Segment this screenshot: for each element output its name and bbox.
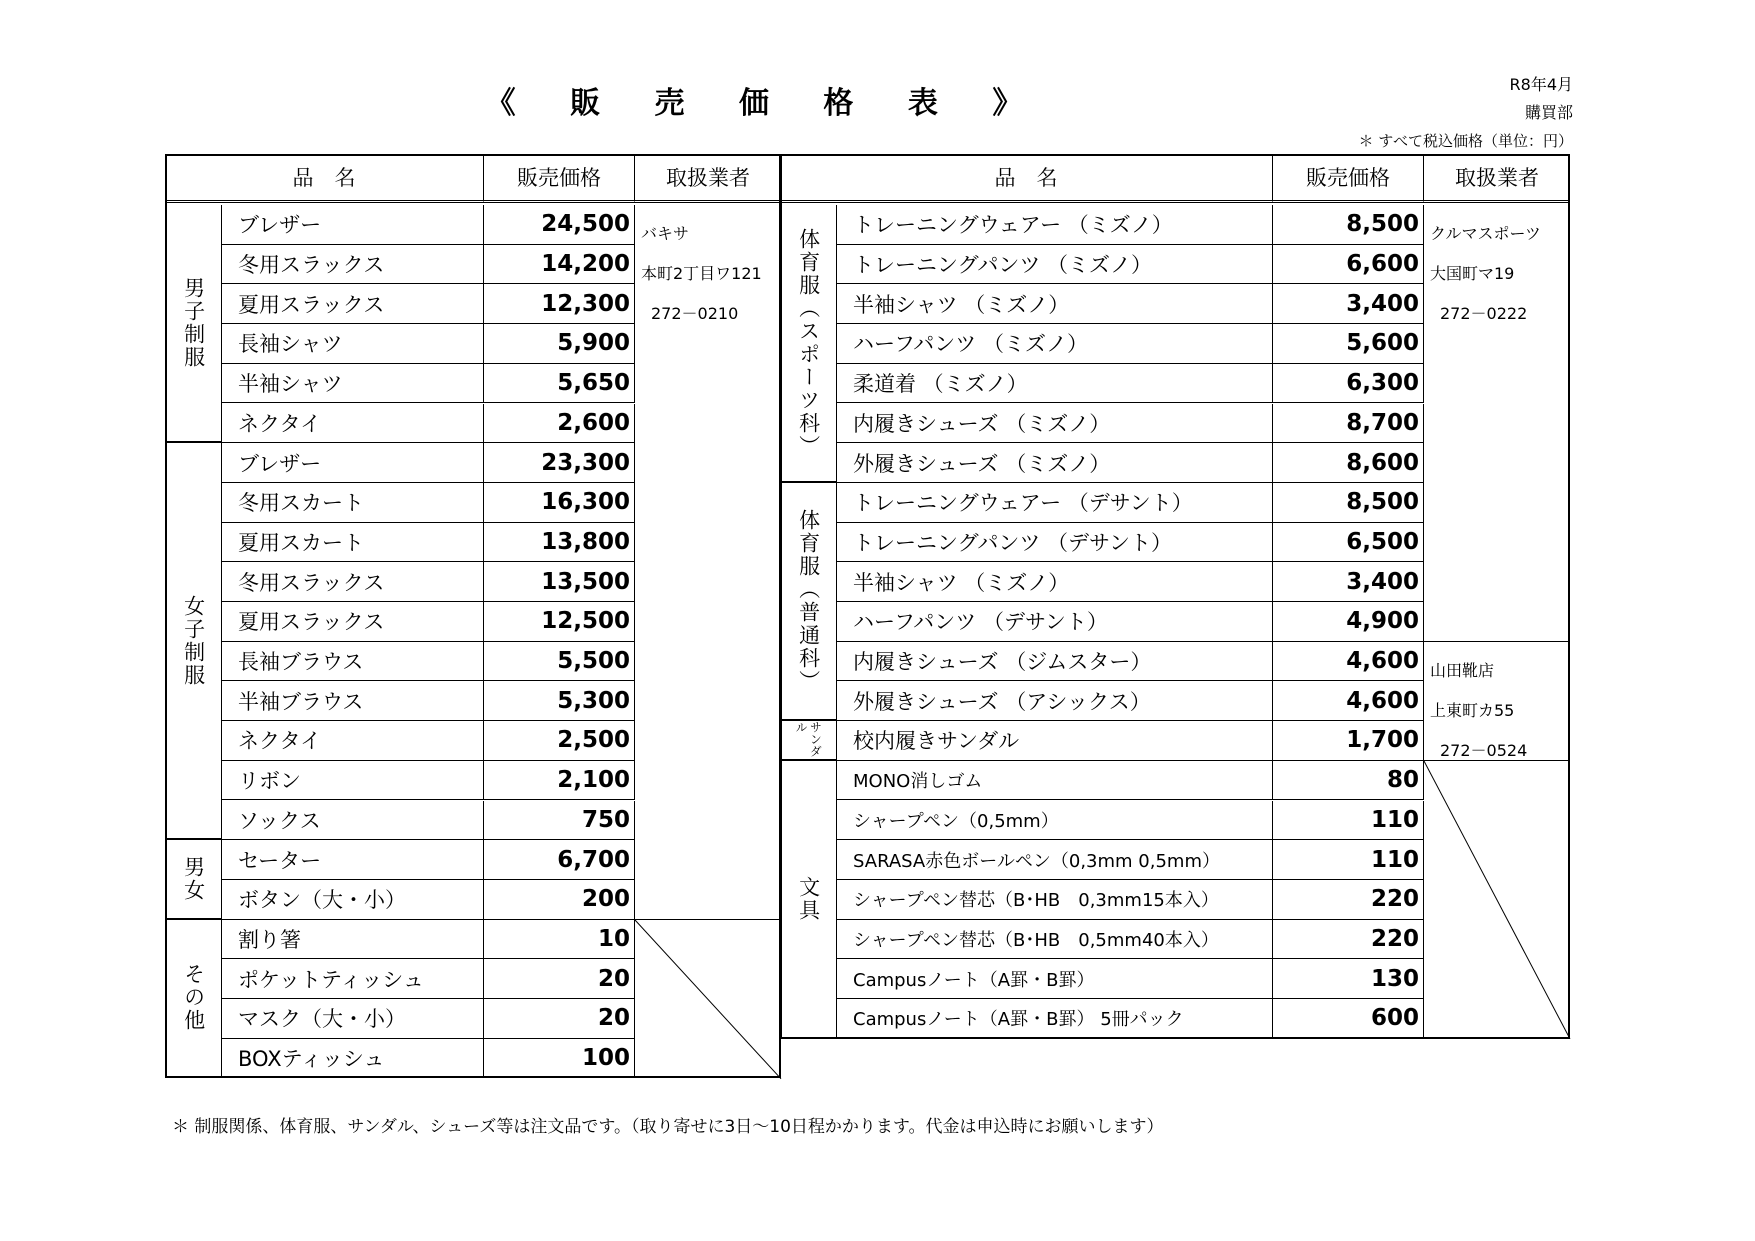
right-item-price: 220 xyxy=(1273,920,1424,960)
right-item-price: 8,500 xyxy=(1273,205,1424,245)
right-item-price: 3,400 xyxy=(1273,562,1424,602)
left-item-name: BOXティッシュ xyxy=(222,1039,484,1079)
right-item-name: 半袖シャツ （ミズノ） xyxy=(837,562,1273,602)
right-item-name: トレーニングウェアー （ミズノ） xyxy=(837,205,1273,245)
right-item-price: 1,700 xyxy=(1273,721,1424,761)
left-item-price: 16,300 xyxy=(484,483,635,523)
right-item-name: ハーフパンツ （デサント） xyxy=(837,602,1273,642)
left-category-label: 女子制服 xyxy=(165,443,222,840)
left-item-name: ブレザー xyxy=(222,205,484,245)
left-item-price: 24,500 xyxy=(484,205,635,245)
right-item-price: 600 xyxy=(1273,999,1424,1039)
left-item-name: 冬用スラックス xyxy=(222,245,484,285)
left-item-price: 10 xyxy=(484,920,635,960)
right-item-price: 6,600 xyxy=(1273,245,1424,285)
left-item-price: 5,650 xyxy=(484,364,635,404)
left-header-vendor: 取扱業者 xyxy=(635,154,781,203)
left-item-name: 半袖シャツ xyxy=(222,364,484,404)
left-item-name: 半袖ブラウス xyxy=(222,681,484,721)
left-item-price: 6,700 xyxy=(484,840,635,880)
left-empty-vendor-slash xyxy=(635,920,781,1079)
left-item-name: 割り箸 xyxy=(222,920,484,960)
left-item-price: 12,500 xyxy=(484,602,635,642)
department-label: 購買部 xyxy=(1524,103,1573,122)
right-item-price: 4,600 xyxy=(1273,681,1424,721)
left-item-price: 13,800 xyxy=(484,523,635,563)
right-item-price: 6,300 xyxy=(1273,364,1424,404)
right-item-name: ハーフパンツ （ミズノ） xyxy=(837,324,1273,364)
right-header-name: 品 名 xyxy=(780,154,1273,203)
right-item-price: 5,600 xyxy=(1273,324,1424,364)
left-item-name: ソックス xyxy=(222,801,484,841)
footnote: ＊ 制服関係、体育服、サンダル、シューズ等は注文品です。（取り寄せに3日～10日程かかります。代金は申込時にお願いします） xyxy=(172,1117,1164,1137)
right-category-label: 体育服（普通科） xyxy=(780,483,837,721)
left-item-price: 5,900 xyxy=(484,324,635,364)
left-item-price: 23,300 xyxy=(484,443,635,483)
right-item-name: 内履きシューズ （ジムスター） xyxy=(837,642,1273,682)
right-item-name: トレーニングパンツ （デサント） xyxy=(837,523,1273,563)
left-item-name: 夏用スラックス xyxy=(222,284,484,324)
left-item-price: 12,300 xyxy=(484,284,635,324)
left-item-name: セーター xyxy=(222,840,484,880)
left-item-name: 長袖シャツ xyxy=(222,324,484,364)
right-vendor-1-name: クルマスポーツ xyxy=(1430,224,1541,243)
right-item-price: 6,500 xyxy=(1273,523,1424,563)
right-item-name: SARASA赤色ボールペン（0,3mm 0,5mm） xyxy=(837,840,1273,880)
right-category-label: 体育服（スポーツ科） xyxy=(780,205,837,483)
right-empty-vendor-slash xyxy=(1424,761,1570,1039)
left-item-price: 200 xyxy=(484,880,635,920)
left-vendor-name: バキサ xyxy=(641,224,690,243)
right-vendor-2-name: 山田靴店 xyxy=(1430,660,1495,680)
left-item-name: ブレザー xyxy=(222,443,484,483)
right-item-price: 220 xyxy=(1273,880,1424,920)
left-item-name: 夏用スカート xyxy=(222,523,484,563)
right-item-name: 校内履きサンダル xyxy=(837,721,1273,761)
left-item-price: 750 xyxy=(484,801,635,841)
left-item-price: 100 xyxy=(484,1039,635,1079)
right-item-name: シャープペン替芯（B･HB 0,5mm40本入） xyxy=(837,920,1273,960)
left-item-name: ネクタイ xyxy=(222,404,484,444)
right-item-name: MONO消しゴム xyxy=(837,761,1273,801)
page-title: 《 販 売 価 格 表 》 xyxy=(485,86,1045,121)
left-item-price: 13,500 xyxy=(484,562,635,602)
right-item-price: 4,900 xyxy=(1273,602,1424,642)
right-item-price: 3,400 xyxy=(1273,284,1424,324)
left-item-name: ポケットティッシュ xyxy=(222,959,484,999)
left-item-name: 夏用スラックス xyxy=(222,602,484,642)
left-category-label: 男子制服 xyxy=(165,205,222,443)
left-item-name: ネクタイ xyxy=(222,721,484,761)
right-item-name: 柔道着 （ミズノ） xyxy=(837,364,1273,404)
left-item-price: 20 xyxy=(484,959,635,999)
right-vendor-1-phone: 272－0222 xyxy=(1440,304,1528,323)
right-item-name: Campusノート（A罫・B罫） 5冊パック xyxy=(837,999,1273,1039)
right-item-name: トレーニングパンツ （ミズノ） xyxy=(837,245,1273,285)
right-item-price: 4,600 xyxy=(1273,642,1424,682)
right-vendor-2-address: 上東町カ55 xyxy=(1430,700,1515,720)
left-category-label: 男女 xyxy=(165,840,222,919)
right-item-name: 半袖シャツ （ミズノ） xyxy=(837,284,1273,324)
left-vendor-phone: 272－0210 xyxy=(651,304,739,323)
left-item-name: 長袖ブラウス xyxy=(222,642,484,682)
right-item-price: 8,500 xyxy=(1273,483,1424,523)
right-header-vendor: 取扱業者 xyxy=(1424,154,1570,203)
left-item-name: リボン xyxy=(222,761,484,801)
right-vendor-1-address: 大国町マ19 xyxy=(1430,264,1515,283)
date-label: R8年4月 xyxy=(1509,75,1573,94)
tax-note: ＊ すべて税込価格（単位：円） xyxy=(1358,132,1573,150)
right-item-price: 110 xyxy=(1273,840,1424,880)
right-item-name: トレーニングウェアー （デサント） xyxy=(837,483,1273,523)
left-item-price: 2,500 xyxy=(484,721,635,761)
left-item-price: 5,300 xyxy=(484,681,635,721)
left-item-price: 5,500 xyxy=(484,642,635,682)
left-category-label: その他 xyxy=(165,920,222,1079)
left-vendor-address: 本町2丁目ワ121 xyxy=(641,264,762,283)
left-item-price: 2,100 xyxy=(484,761,635,801)
right-item-name: 内履きシューズ （ミズノ） xyxy=(837,404,1273,444)
right-item-name: Campusノート（A罫・B罫） xyxy=(837,959,1273,999)
right-vendor-2-phone: 272－0524 xyxy=(1440,740,1528,760)
left-header-name: 品 名 xyxy=(165,154,484,203)
right-item-name: シャープペン替芯（B･HB 0,3mm15本入） xyxy=(837,880,1273,920)
right-item-price: 110 xyxy=(1273,801,1424,841)
left-item-price: 2,600 xyxy=(484,404,635,444)
right-header-price: 販売価格 xyxy=(1273,154,1424,203)
left-item-name: 冬用スカート xyxy=(222,483,484,523)
right-category-label: サンダル xyxy=(780,721,837,761)
right-item-price: 130 xyxy=(1273,959,1424,999)
left-header-price: 販売価格 xyxy=(484,154,635,203)
right-item-price: 80 xyxy=(1273,761,1424,801)
right-item-name: 外履きシューズ （アシックス） xyxy=(837,681,1273,721)
left-item-name: マスク（大・小） xyxy=(222,999,484,1039)
right-category-label: 文具 xyxy=(780,761,837,1039)
left-item-name: 冬用スラックス xyxy=(222,562,484,602)
right-item-name: シャープペン（0,5mm） xyxy=(837,801,1273,841)
left-item-name: ボタン（大・小） xyxy=(222,880,484,920)
right-item-price: 8,600 xyxy=(1273,443,1424,483)
left-item-price: 14,200 xyxy=(484,245,635,285)
right-item-price: 8,700 xyxy=(1273,404,1424,444)
right-item-name: 外履きシューズ （ミズノ） xyxy=(837,443,1273,483)
left-item-price: 20 xyxy=(484,999,635,1039)
